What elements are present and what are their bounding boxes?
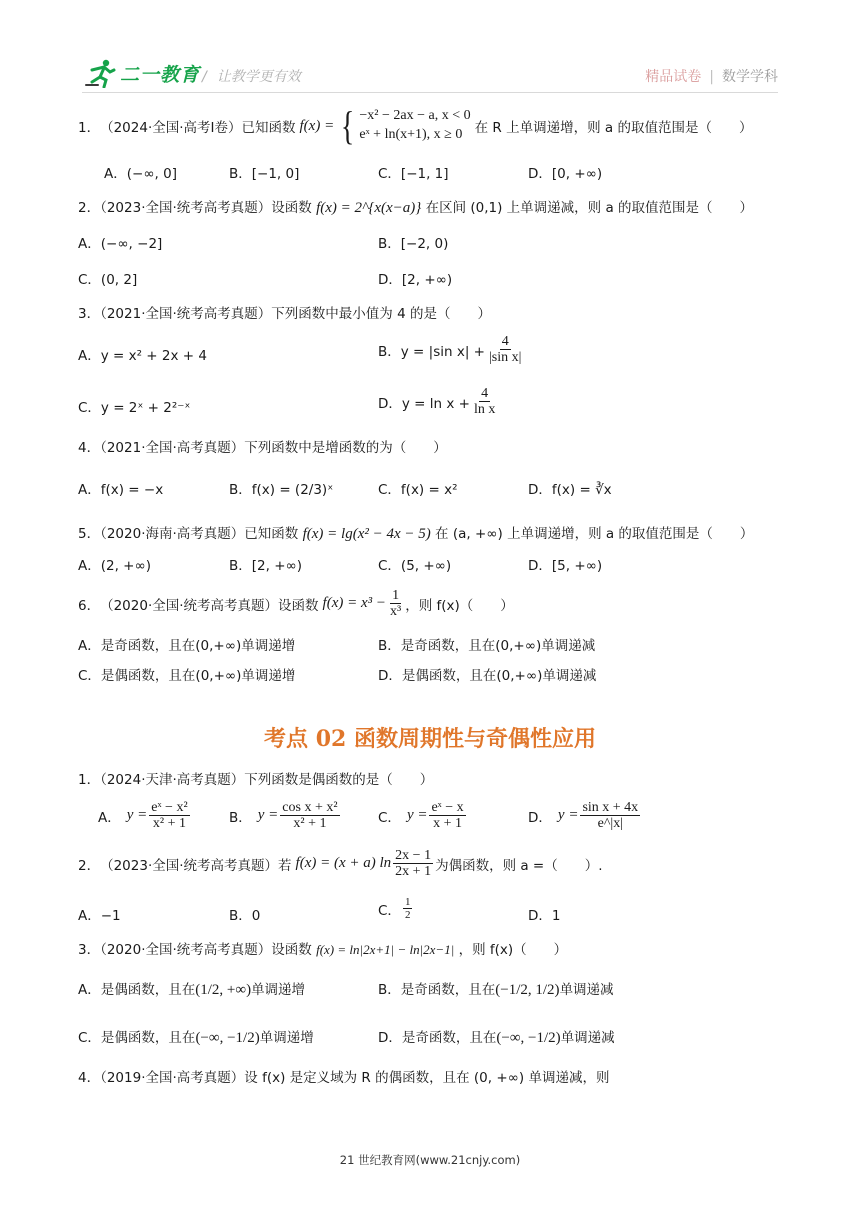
question-number: 1． xyxy=(78,772,101,788)
logo xyxy=(84,58,200,88)
option-label: B． xyxy=(229,809,252,826)
option-c xyxy=(78,1026,314,1047)
header-divider xyxy=(82,92,778,93)
question-number: 2． xyxy=(78,200,101,216)
option-b xyxy=(378,978,614,999)
subject-label: 数学学科 xyxy=(722,69,778,85)
option-text: C．是偶函数，且在 xyxy=(78,1030,196,1046)
question-number: 4． xyxy=(78,1070,101,1086)
slogan-text: 让教学更有效 xyxy=(216,69,301,85)
math-expr: y = xyxy=(257,807,279,824)
question-1-5 xyxy=(78,522,753,543)
fraction xyxy=(472,386,497,418)
numerator: eˣ − x xyxy=(431,800,464,815)
option-c: C．f(x) = x² xyxy=(378,482,458,498)
math-expr: y = xyxy=(557,807,579,824)
denominator: x³ xyxy=(390,604,402,620)
option-c: C．(5, +∞) xyxy=(378,558,452,574)
tag-label: 精品试卷 xyxy=(645,69,702,85)
question-number: 6． xyxy=(78,597,101,614)
option-d xyxy=(378,1026,615,1047)
question-number: 2． xyxy=(78,857,101,874)
question-text: （2023·全国·统考高考真题）设函数 xyxy=(100,200,312,216)
question-2-3 xyxy=(78,938,567,958)
denominator: |sin x| xyxy=(488,350,522,366)
question-1-6 xyxy=(78,588,514,620)
option-a: A．−1 xyxy=(78,908,121,924)
logo-text: 二一教育 xyxy=(120,64,201,86)
option-text: 单调递增 xyxy=(251,982,306,998)
piece-line: −x² − 2ax − a, x < 0 xyxy=(359,108,471,124)
denominator: x² + 1 xyxy=(293,816,327,832)
fraction xyxy=(393,848,433,880)
option-b: B．[2, +∞) xyxy=(229,558,303,574)
question-number: 4． xyxy=(78,440,101,456)
interval: (−1/2, 1/2) xyxy=(495,982,560,998)
footer: 21 世纪教育网(www.21cnjy.com) xyxy=(339,1153,521,1167)
math-expr: f(x) = ln|2x+1| − ln|2x−1| xyxy=(316,942,455,957)
option-a: A．(−∞, 0] xyxy=(104,166,177,182)
question-text: 在 R 上单调递增，则 a 的取值范围是（ ） xyxy=(474,120,753,136)
option-c: C．[−1, 1] xyxy=(378,166,449,182)
question-text: ，则 f(x)（ ） xyxy=(405,597,514,614)
denominator: x² + 1 xyxy=(152,816,186,832)
option-c: C．是偶函数，且在(0,+∞)单调递增 xyxy=(78,668,296,684)
option-a xyxy=(78,978,305,999)
denominator: x + 1 xyxy=(433,816,462,832)
question-number: 3． xyxy=(78,306,101,322)
question-text: （2020·全国·统考高考真题）设函数 xyxy=(100,942,312,958)
fraction xyxy=(429,800,465,832)
option-text: B．是奇函数，且在 xyxy=(378,982,496,998)
option-b: B．是奇函数，且在(0,+∞)单调递减 xyxy=(378,638,596,654)
numerator: 1 xyxy=(404,896,411,908)
option-d: D．[2, +∞) xyxy=(378,272,453,288)
question-text: （2024·天津·高考真题）下列函数是偶函数的是（ ） xyxy=(100,772,434,788)
denominator: ln x xyxy=(473,402,496,418)
question-text: （2019·全国·高考真题）设 f(x) 是定义域为 R 的偶函数，且在 (0, +∞) 单调递减，则 xyxy=(100,1070,610,1086)
question-text: （2020·全国·统考高考真题）设函数 xyxy=(100,597,319,614)
question-text: （2021·全国·高考真题）下列函数中是增函数的为（ ） xyxy=(100,440,447,456)
section-title: 考点 02 函数周期性与奇偶性应用 xyxy=(264,726,596,752)
question-number: 1． xyxy=(78,120,101,136)
option-d: D．1 xyxy=(528,908,561,924)
page-header xyxy=(0,0,860,100)
math-expr: f(x) = xyxy=(299,117,335,134)
math-expr: f(x) = lg(x² − 4x − 5) xyxy=(302,526,431,542)
option-text: 单调递增 xyxy=(259,1030,314,1046)
option-d: D．是偶函数，且在(0,+∞)单调递减 xyxy=(378,668,597,684)
interval: (−∞, −1/2) xyxy=(195,1030,260,1046)
numerator: 4 xyxy=(481,386,489,401)
option-b: B．0 xyxy=(229,908,261,924)
interval: (1/2, +∞) xyxy=(195,982,252,998)
header-right: 精品试卷 | 数学学科 xyxy=(645,69,778,85)
option-text: 单调递减 xyxy=(559,982,614,998)
option-a: A．y = x² + 2x + 4 xyxy=(78,348,207,364)
option-a: A．(−∞, −2] xyxy=(78,236,163,252)
denominator: 2 xyxy=(404,909,411,922)
math-expr: y = xyxy=(406,807,428,824)
option-d xyxy=(528,800,642,832)
option-text: D．是奇函数，且在 xyxy=(378,1030,497,1046)
question-number: 5． xyxy=(78,526,101,542)
option-a: A．f(x) = −x xyxy=(78,482,164,498)
question-number: 3． xyxy=(78,942,101,958)
question-1-3 xyxy=(78,302,491,322)
math-expr: f(x) = 2^{x(x−a)} xyxy=(316,200,422,216)
option-text: A．是偶函数，且在 xyxy=(78,982,196,998)
option-label: C． xyxy=(378,902,401,919)
piecewise-function: { −x² − 2ax − a, x < 0 eˣ + ln(x+1), x ≥ 0 xyxy=(341,103,471,148)
question-text: （2020·海南·高考真题）已知函数 xyxy=(100,526,299,542)
option-d: D．[0, +∞) xyxy=(528,166,603,182)
option-a xyxy=(98,800,192,832)
fraction xyxy=(388,588,403,620)
option-label: A． xyxy=(98,809,121,826)
math-expr: y = xyxy=(126,807,148,824)
option-b: B．[−1, 0] xyxy=(229,166,300,182)
question-text: 为偶函数，则 a =（ ）. xyxy=(435,857,603,874)
option-b: B．f(x) = (2/3)ˣ xyxy=(229,482,334,498)
option-text: D．y = ln x + xyxy=(378,395,470,412)
fraction xyxy=(403,896,413,921)
option-b xyxy=(229,800,342,832)
interval: (−∞, −1/2) xyxy=(496,1030,561,1046)
option-b: B．[−2, 0) xyxy=(378,236,449,252)
question-text: 在区间 (0,1) 上单调递减，则 a 的取值范围是（ ） xyxy=(425,200,754,216)
question-2-1 xyxy=(78,768,433,788)
option-d: D．[5, +∞) xyxy=(528,558,603,574)
numerator: 1 xyxy=(392,588,400,603)
question-1-1 xyxy=(78,103,753,148)
math-expr: f(x) = (x + a) ln xyxy=(295,855,392,872)
option-a: A．(2, +∞) xyxy=(78,558,151,574)
denominator: 2x + 1 xyxy=(395,864,432,880)
numerator: 4 xyxy=(501,334,509,349)
option-c xyxy=(378,800,468,832)
option-c: C．y = 2ˣ + 2²⁻ˣ xyxy=(78,400,191,416)
numerator: sin x + 4x xyxy=(582,800,639,815)
question-text: 在 (a, +∞) 上单调递增，则 a 的取值范围是（ ） xyxy=(435,526,754,542)
question-2-2 xyxy=(78,848,603,880)
numerator: cos x + x² xyxy=(282,800,338,815)
fraction xyxy=(487,334,523,366)
question-text: （2024·全国·高考Ⅰ卷）已知函数 xyxy=(100,120,296,136)
runner-logo-icon xyxy=(84,58,118,88)
option-c xyxy=(378,896,414,921)
slogan: / 让教学更有效 xyxy=(202,69,301,85)
question-1-4 xyxy=(78,436,447,456)
math-expr: f(x) = x³ − xyxy=(322,595,387,612)
option-d xyxy=(378,386,499,418)
option-a: A．是奇函数，且在(0,+∞)单调递增 xyxy=(78,638,296,654)
denominator: e^|x| xyxy=(597,816,623,832)
numerator: eˣ − x² xyxy=(151,800,188,815)
fraction xyxy=(149,800,189,832)
option-text: 单调递减 xyxy=(560,1030,615,1046)
question-text: （2021·全国·统考高考真题）下列函数中最小值为 4 的是（ ） xyxy=(100,306,491,322)
option-label: C． xyxy=(378,809,401,826)
option-d: D．f(x) = ∛x xyxy=(528,482,612,498)
question-1-2 xyxy=(78,196,753,217)
piece-line: eˣ + ln(x+1), x ≥ 0 xyxy=(359,127,463,142)
option-text: B．y = |sin x| + xyxy=(378,343,485,360)
numerator: 2x − 1 xyxy=(395,848,432,863)
option-b xyxy=(378,334,525,366)
option-label: D． xyxy=(528,809,552,826)
question-text: ，则 f(x)（ ） xyxy=(458,942,568,958)
fraction xyxy=(580,800,640,832)
question-2-4 xyxy=(78,1066,609,1086)
fraction xyxy=(280,800,339,832)
question-text: （2023·全国·统考高考真题）若 xyxy=(100,857,292,874)
option-c: C．(0, 2] xyxy=(78,272,138,288)
